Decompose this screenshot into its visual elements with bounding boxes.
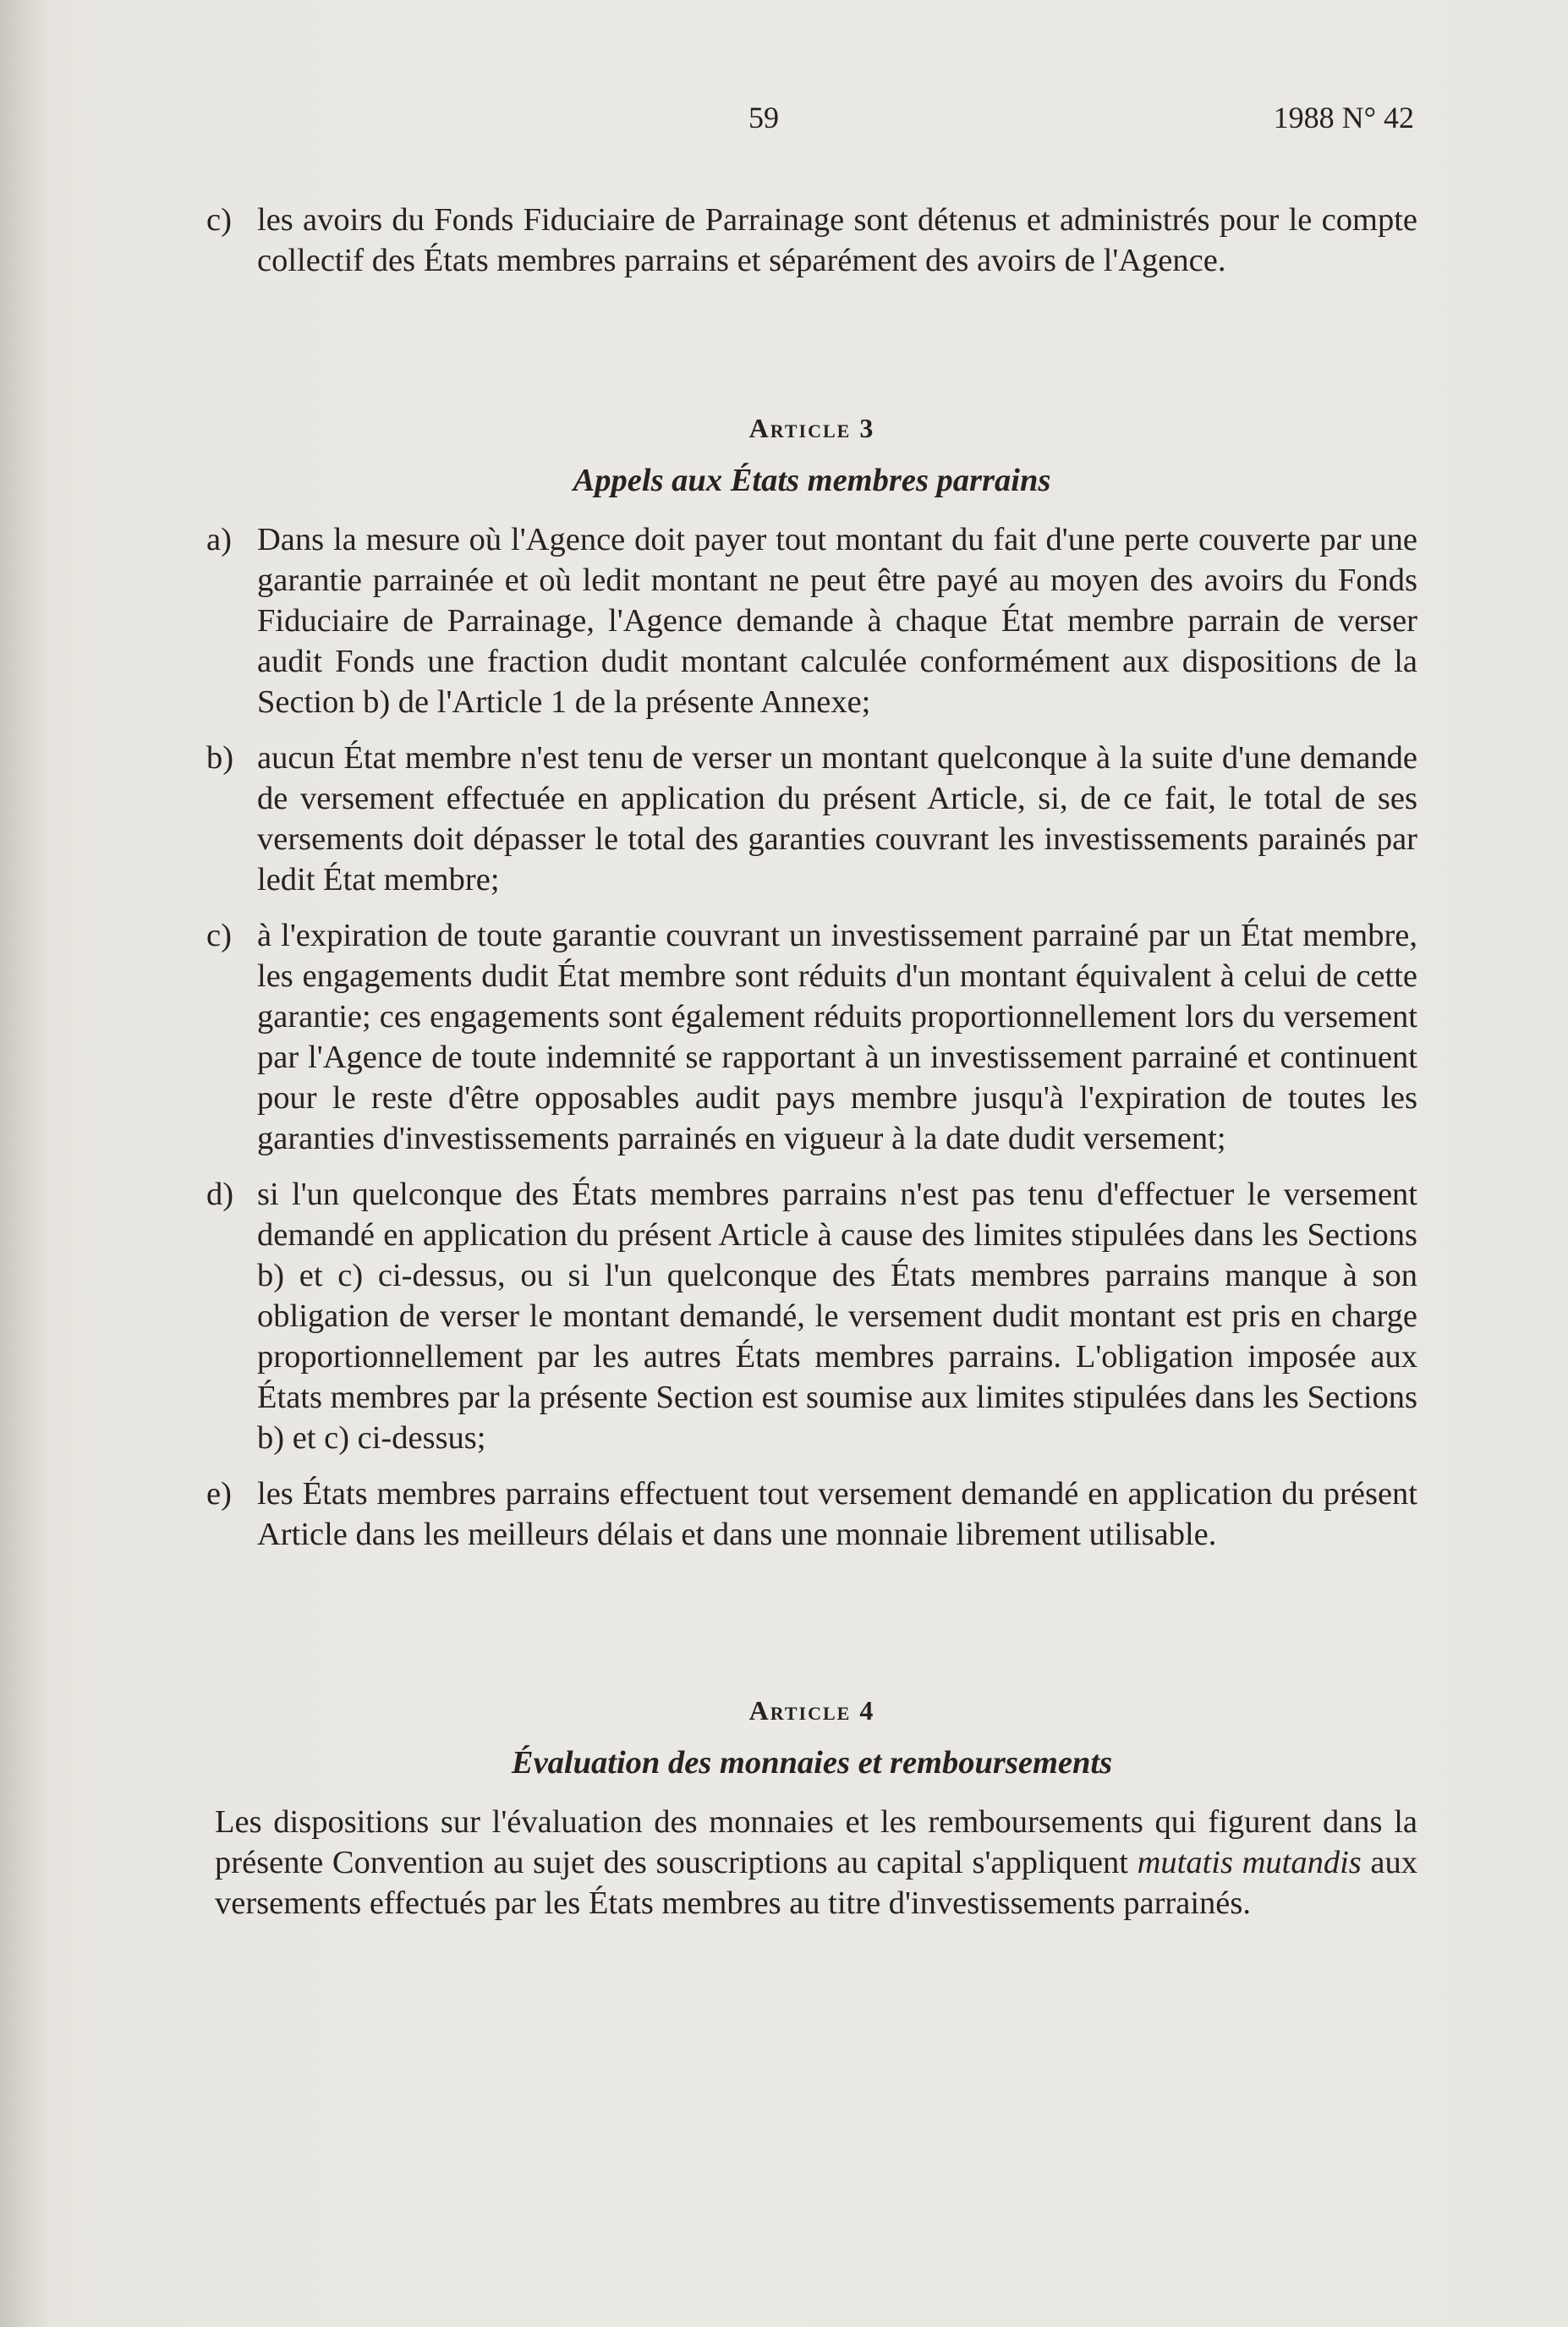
article-3-item-e [206,1474,1417,1555]
item-label: d) [206,1177,234,1212]
article-4-paragraph [206,1802,1417,1924]
article-3-title: Appels aux États membres parrains [573,463,1051,498]
item-label: e) [206,1476,232,1512]
article-3-item-d [206,1174,1417,1458]
document-body [206,200,1417,1924]
article-3-item-b [206,738,1417,900]
item-text: aucun État membre n'est tenu de verser un montant quelconque à la suite d'une demande de versement effectuée en application du présent Article, si, de ce fait, le total de ses versements doit dépasser le total des garanties couvrant les investissements parainés par ledit État membre; [257,740,1417,897]
item-text: à l'expiration de toute garantie couvrant un investissement parrainé par un État membre, les engagements dudit État membre sont réduits d'un montant équivalent à celui de cette garantie; ces engagements sont également réduits proportionnellement lors du versement par l'Agence de toute indemnité se rapportant à un investissement parrainé et continuent pour le reste d'être opposables audit pays membre jusqu'à l'expiration de toutes les garanties d'investissements parrainés en vigueur à la date dudit versement; [257,918,1417,1156]
page-gutter-shadow [0,0,51,2327]
treaty-year-number: 1988 N° 42 [1273,101,1414,134]
page-number: 59 [748,101,779,134]
article-4-title: Évaluation des monnaies et remboursements [511,1745,1113,1781]
article-4-latin-phrase: mutatis mutandis [1137,1845,1362,1880]
item-text: Dans la mesure où l'Agence doit payer tout montant du fait d'une perte couverte par une garantie parrainée et où ledit montant ne peut être payé au moyen des avoirs du Fonds Fiduciaire de Parrainage, l'Agence demande à chaque État membre parrain de verser audit Fonds une fraction dudit montant calculée conformément aux dispositions de la Section b) de l'Article 1 de la présente Annexe; [257,522,1417,720]
item-text: si l'un quelconque des États membres parrains n'est pas tenu d'effectuer le versement demandé en application du présent Article à cause des limites stipulées dans les Sections b) et c) ci-dessus, ou si l'un quelconque des États membres parrains manque à son obligation de verser le montant demandé, le versement dudit montant est pris en charge proportionnellement par les autres États membres parrains. L'obligation imposée aux États membres par la présente Section est soumise aux limites stipulées dans les Sections b) et c) ci-dessus; [257,1177,1417,1456]
article-3-item-c [206,915,1417,1159]
article-3-heading: Article 3 [748,413,875,443]
intro-item-c [206,200,1417,281]
article-4-heading: Article 4 [748,1695,875,1726]
page-header [0,100,1568,151]
article-4-text-end: aux versements effectués par les États membres au titre d'investissements parrainés. [215,1845,1418,1921]
item-label: c) [206,202,232,238]
item-label: c) [206,918,232,953]
item-label: b) [206,740,234,776]
item-label: a) [206,522,232,557]
item-text: les États membres parrains effectuent tout versement demandé en application du présent Article dans les meilleurs délais et dans une monnaie librement utilisable. [257,1476,1417,1552]
article-4-text-start: Les dispositions sur l'évaluation des monnaies et les remboursements qui figurent dans la présente Convention au sujet des souscriptions au capital s'appliquent [215,1804,1417,1880]
article-3-item-a [206,519,1417,722]
item-text: les avoirs du Fonds Fiduciaire de Parrainage sont détenus et administrés pour le compte collectif des États membres parrains et séparément des avoirs de l'Agence. [257,202,1417,278]
